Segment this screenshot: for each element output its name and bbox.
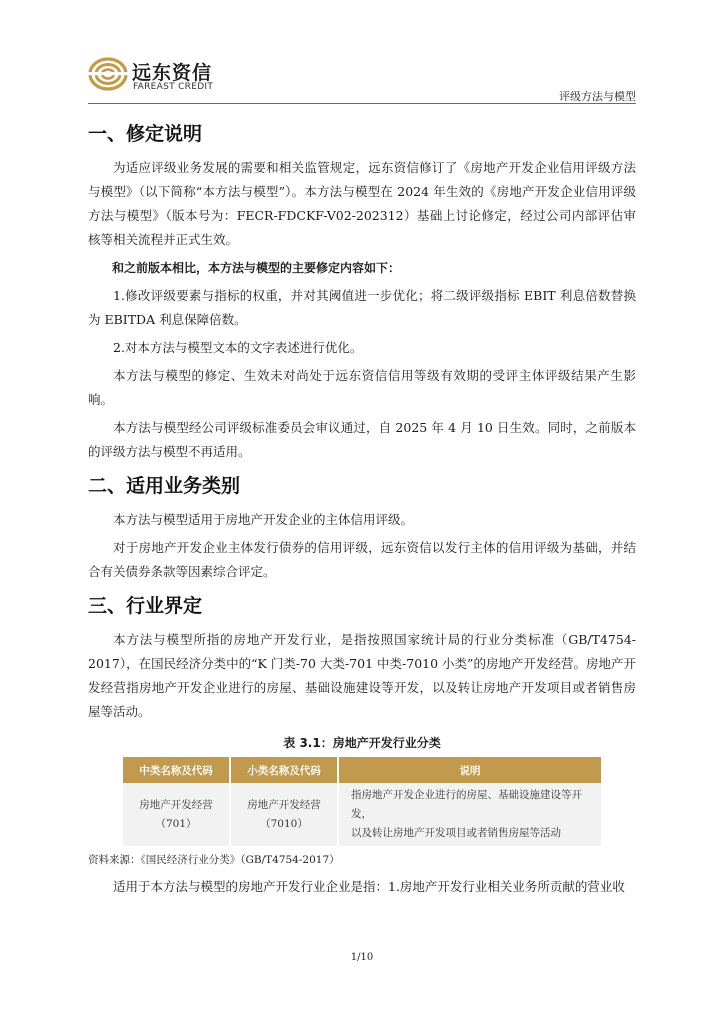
section-1-paragraph-2: 和之前版本相比，本方法与模型的主要修定内容如下： bbox=[112, 261, 401, 275]
cell-description bbox=[338, 783, 601, 846]
table-source-note: 资料来源：《国民经济行业分类》（GB/T4754-2017） bbox=[88, 854, 340, 866]
section-2-paragraph-2: 对于房地产开发企业主体发行债券的信用评级，远东资信以发行主体的信用评级为基础，并结合有关债券条款等因素综合评定。 bbox=[88, 540, 636, 579]
cell-mid-class bbox=[123, 783, 230, 846]
table-header-mid-class: 中类名称及代码 bbox=[123, 757, 230, 783]
section-1-paragraph-5: 本方法与模型的修定、生效未对尚处于远东资信信用等级有效期的受评主体评级结果产生影响。 bbox=[88, 368, 636, 407]
page-number: 1/10 bbox=[350, 952, 374, 963]
fareast-logo-icon bbox=[88, 56, 128, 92]
table-header-description: 说明 bbox=[338, 757, 601, 783]
page-header bbox=[0, 0, 724, 110]
description-line-2: 以及转让房地产开发项目或者销售房屋等活动 bbox=[351, 827, 561, 839]
table-header-row bbox=[123, 757, 601, 783]
industry-classification-table bbox=[123, 757, 601, 846]
section-1-paragraph-4: 2.对本方法与模型文本的文字表述进行优化。 bbox=[113, 340, 363, 355]
logo-chinese-name: 远东资信 bbox=[132, 62, 213, 84]
small-class-name: 房地产开发经营 bbox=[247, 798, 321, 811]
section-3-title: 三、行业界定 bbox=[88, 595, 203, 617]
section-1-paragraph-1: 为适应评级业务发展的需要和相关监管规定，远东资信修订了《房地产开发企业信用评级方法与模型》（以下简称“本方法与模型”）。本方法与模型在 2024 年生效的《房地产开发企业信用评级方法与模型》（版本号为：FECR-FDCKF-V02-202312）基础上讨论修定，经过公司内部评估审核等相关流程并正式生效。 bbox=[88, 160, 636, 247]
table-title: 表 3.1：房地产开发行业分类 bbox=[283, 736, 441, 750]
section-1-paragraph-6: 本方法与模型经公司评级标准委员会审议通过，自 2025 年 4 月 10 日生效。同时，之前版本的评级方法与模型不再适用。 bbox=[88, 420, 636, 459]
page-content bbox=[88, 120, 636, 899]
section-3-paragraph-1: 本方法与模型所指的房地产开发行业，是指按照国家统计局的行业分类标准（GB/T4754-2017），在国民经济分类中的“K 门类-70 大类-701 中类-7010 小类”的房地产开发经营。房地产开发经营指房地产开发企业进行的房屋、基础设施建设等开发，以及转让房地产开发项目或者销售房屋等活动。 bbox=[88, 632, 636, 719]
description-line-1: 指房地产开发企业进行的房屋、基础设施建设等开发， bbox=[351, 789, 582, 820]
table-row bbox=[123, 783, 601, 846]
cell-small-class bbox=[230, 783, 338, 846]
section-1-paragraph-3: 1.修改评级要素与指标的权重，并对其阈值进一步优化；将二级评级指标 EBIT 利息倍数替换为 EBITDA 利息保障倍数。 bbox=[88, 288, 636, 327]
small-class-code: （7010） bbox=[260, 817, 308, 830]
mid-class-code: （701） bbox=[155, 817, 197, 830]
section-3-paragraph-2: 适用于本方法与模型的房地产开发行业企业是指：1.房地产开发行业相关业务所贡献的营业收 bbox=[113, 879, 625, 894]
table-header-small-class: 小类名称及代码 bbox=[230, 757, 338, 783]
document-type: 评级方法与模型 bbox=[559, 90, 636, 103]
section-1-title: 一、修定说明 bbox=[88, 123, 203, 145]
logo-english-name: FAREAST CREDIT bbox=[133, 82, 214, 92]
header-divider bbox=[88, 103, 636, 104]
section-2-paragraph-1: 本方法与模型适用于房地产开发企业的主体信用评级。 bbox=[113, 512, 414, 527]
section-2-title: 二、适用业务类别 bbox=[88, 475, 241, 497]
mid-class-name: 房地产开发经营 bbox=[139, 798, 213, 811]
